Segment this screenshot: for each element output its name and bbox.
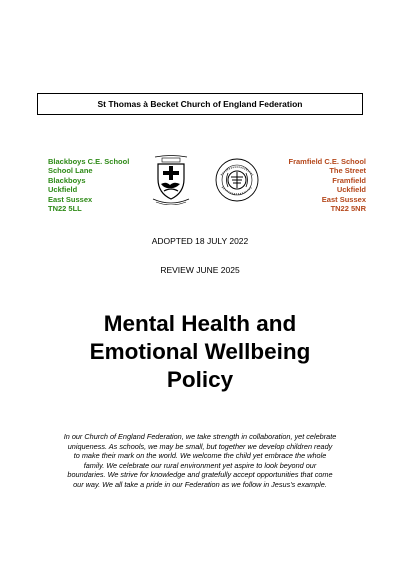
mission-line-4: family. We celebrate our rural environment yet aspire to look beyond our	[83, 460, 317, 470]
right-school-name: Framfield C.E. School	[288, 157, 366, 166]
mission-line-3: to make their mark on the world. We welcome the child yet embrace the whole	[73, 451, 327, 461]
title-line-2: Emotional Wellbeing	[89, 339, 311, 364]
mission-line-1: In our Church of England Federation, we take strength in collaboration, yet celebrate	[63, 432, 337, 441]
circular-seal-icon	[214, 155, 260, 205]
right-school-town: Uckfield	[336, 185, 366, 195]
review-date: REVIEW JUNE 2025	[160, 265, 240, 275]
left-school-address	[48, 157, 129, 213]
right-school-address	[288, 157, 366, 213]
right-school-street: The Street	[329, 166, 366, 176]
left-school-postcode: TN22 5LL	[48, 204, 82, 214]
federation-banner	[37, 93, 363, 115]
left-school-village: Blackboys	[48, 175, 86, 185]
left-school-street: School Lane	[48, 166, 93, 176]
adopted-date: ADOPTED 18 JULY 2022	[151, 236, 249, 246]
mission-line-5: boundaries. We strive for knowledge and gratefully accept opportunities that come	[67, 470, 333, 480]
federation-name: St Thomas à Becket Church of England Federation	[97, 99, 303, 109]
mission-statement	[44, 432, 356, 490]
right-school-county: East Sussex	[321, 194, 366, 204]
left-school-name: Blackboys C.E. School	[48, 157, 130, 166]
title-line-1: Mental Health and	[103, 311, 297, 336]
left-school-county: East Sussex	[48, 194, 93, 204]
shield-crest-icon	[150, 155, 192, 205]
right-school-village: Framfield	[332, 175, 366, 185]
policy-title	[0, 310, 400, 394]
right-school-postcode: TN22 5NR	[330, 204, 366, 214]
mission-line-6: our way. We all take a pride in our Federation as we follow in Jesus's example.	[73, 479, 327, 489]
title-line-3: Policy	[166, 367, 234, 392]
left-school-town: Uckfield	[48, 185, 78, 195]
mission-line-2: uniqueness. As schools, we may be small, but together we develop children ready	[67, 441, 333, 451]
